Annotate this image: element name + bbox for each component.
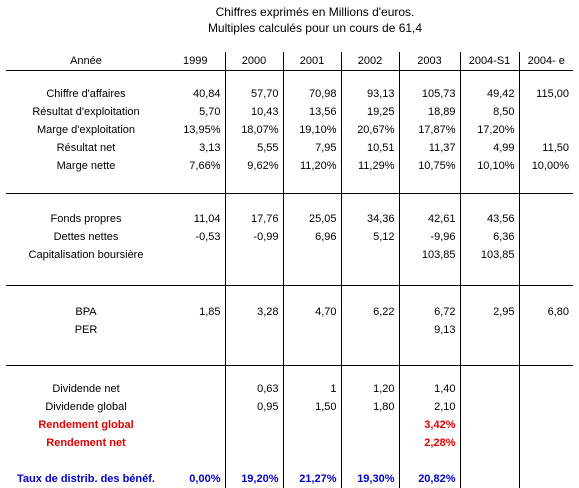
row-label: Marge d'exploitation — [36, 124, 136, 136]
table-cell: 2,95 — [460, 303, 519, 321]
table-cell: 17,20% — [460, 121, 519, 139]
table-cell — [166, 246, 225, 264]
table-cell: 11,50 — [542, 142, 569, 154]
table-cell: 2,10 — [399, 398, 460, 416]
row-label-highlight: Rendement net — [46, 437, 126, 449]
table-row — [6, 434, 573, 452]
table-cell: 49,42 — [460, 85, 519, 103]
table-cell: 43,56 — [460, 210, 519, 228]
table-cell-payout: 0,00% — [166, 470, 225, 488]
table-row — [6, 380, 573, 398]
table-row — [6, 416, 573, 434]
table-cell — [225, 416, 283, 434]
table-cell — [460, 434, 519, 452]
table-cell — [283, 321, 341, 339]
table-cell: 19,25 — [341, 103, 399, 121]
table-cell: 9,62% — [225, 157, 283, 175]
table-cell: 5,12 — [341, 228, 399, 246]
table-cell: 7,66% — [166, 157, 225, 175]
table-cell — [519, 434, 573, 452]
header-1999: 1999 — [166, 52, 225, 71]
table-cell — [225, 246, 283, 264]
spacer-row — [6, 71, 573, 86]
table-cell-highlight: 3,42% — [399, 416, 460, 434]
row-label-payout: Taux de distrib. des bénéf. — [17, 473, 155, 485]
table-cell — [341, 434, 399, 452]
caption-multiples: Multiples calculés pour un cours de 61,4 — [207, 21, 423, 35]
table-cell: 115,00 — [536, 88, 569, 100]
table-cell — [519, 470, 573, 488]
header-row — [6, 52, 573, 71]
table-cell — [460, 470, 519, 488]
table-cell: 7,95 — [283, 139, 341, 157]
row-label-highlight: Rendement global — [38, 419, 134, 431]
financial-table — [6, 52, 573, 488]
table-cell — [341, 246, 399, 264]
table-row — [6, 85, 573, 103]
table-cell: 6,80 — [547, 306, 569, 318]
table-cell: 34,36 — [341, 210, 399, 228]
table-cell: 13,95% — [166, 121, 225, 139]
header-2001: 2001 — [283, 52, 341, 71]
spacer-row — [6, 452, 573, 470]
table-cell — [519, 321, 573, 339]
table-cell: 1 — [283, 380, 341, 398]
table-cell: 6,72 — [399, 303, 460, 321]
table-cell: -9,96 — [399, 228, 460, 246]
header-2004-s1: 2004-S1 — [460, 52, 519, 71]
table-cell — [225, 321, 283, 339]
table-cell: 4,70 — [283, 303, 341, 321]
table-cell — [341, 416, 399, 434]
table-row — [6, 321, 573, 339]
table-cell: 25,05 — [283, 210, 341, 228]
caption-units: Chiffres exprimés en Millions d'euros. — [215, 5, 415, 19]
table-cell: 18,89 — [399, 103, 460, 121]
table-cell: 103,85 — [399, 246, 460, 264]
table-cell: 5,55 — [225, 139, 283, 157]
row-label: Capitalisation boursière — [28, 249, 144, 261]
row-label: Dettes nettes — [53, 231, 119, 243]
table-cell: 103,85 — [460, 246, 519, 264]
table-row — [6, 246, 573, 264]
table-cell: 1,50 — [283, 398, 341, 416]
table-cell: 6,22 — [341, 303, 399, 321]
table-cell: 20,67% — [341, 121, 399, 139]
table-cell — [460, 416, 519, 434]
table-cell — [166, 398, 225, 416]
table-cell — [283, 434, 341, 452]
table-row — [6, 157, 573, 175]
table-cell: 3,13 — [166, 139, 225, 157]
table-cell: 19,10% — [283, 121, 341, 139]
table-cell: 11,37 — [399, 139, 460, 157]
table-row — [6, 103, 573, 121]
table-cell: 3,28 — [225, 303, 283, 321]
table-cell: 10,00% — [531, 160, 569, 172]
table-cell: 13,56 — [283, 103, 341, 121]
row-label: Chiffre d'affaires — [46, 88, 126, 100]
table-cell: 0,63 — [225, 380, 283, 398]
table-cell: -0,53 — [166, 228, 225, 246]
header-year: Année — [6, 52, 166, 71]
table-cell-highlight: 2,28% — [399, 434, 460, 452]
row-label: Résultat net — [56, 142, 116, 154]
table-cell: 1,80 — [341, 398, 399, 416]
table-cell — [519, 210, 573, 228]
table-cell-payout: 19,20% — [225, 470, 283, 488]
row-label: Marge nette — [56, 160, 116, 172]
table-cell — [283, 246, 341, 264]
header-2002: 2002 — [341, 52, 399, 71]
header-2000: 2000 — [225, 52, 283, 71]
spacer-row — [6, 175, 573, 194]
table-cell: 6,36 — [460, 228, 519, 246]
table-cell — [519, 380, 573, 398]
table-cell — [519, 121, 573, 139]
table-cell: 9,13 — [399, 321, 460, 339]
table-cell: 1,85 — [166, 303, 225, 321]
header-2003: 2003 — [399, 52, 460, 71]
table-cell: 18,07% — [225, 121, 283, 139]
table-cell: 10,51 — [341, 139, 399, 157]
table-row — [6, 121, 573, 139]
row-label: Fonds propres — [50, 213, 122, 225]
table-row — [6, 139, 573, 157]
table-cell — [519, 416, 573, 434]
row-label: Dividende net — [52, 383, 120, 395]
spacer-row — [6, 366, 573, 381]
table-cell: 10,43 — [225, 103, 283, 121]
spacer-row — [6, 194, 573, 211]
header-2004-e: 2004- e — [519, 52, 573, 71]
table-cell: 5,70 — [166, 103, 225, 121]
table-cell — [166, 434, 225, 452]
table-cell — [341, 321, 399, 339]
table-cell: 17,76 — [225, 210, 283, 228]
table-cell-payout: 21,27% — [283, 470, 341, 488]
table-cell: 105,73 — [399, 85, 460, 103]
table-row — [6, 228, 573, 246]
table-cell: 8,50 — [460, 103, 519, 121]
table-cell — [225, 434, 283, 452]
table-cell: 17,87% — [399, 121, 460, 139]
table-row — [6, 210, 573, 228]
table-cell: 11,04 — [166, 210, 225, 228]
table-row — [6, 470, 573, 488]
table-cell — [519, 228, 573, 246]
table-cell: 11,29% — [341, 157, 399, 175]
table-cell — [460, 398, 519, 416]
table-cell — [460, 380, 519, 398]
row-label: Résultat d'exploitation — [32, 106, 140, 118]
table-cell: 4,99 — [460, 139, 519, 157]
table-cell — [283, 416, 341, 434]
table-row — [6, 398, 573, 416]
table-cell: 1,20 — [341, 380, 399, 398]
table-cell — [519, 246, 573, 264]
row-label: Dividende global — [45, 401, 127, 413]
table-cell — [519, 103, 573, 121]
spacer-row — [6, 264, 573, 286]
row-label: PER — [74, 324, 98, 336]
table-cell — [166, 380, 225, 398]
spacer-row — [6, 286, 573, 304]
table-cell: 93,13 — [341, 85, 399, 103]
table-cell: 57,70 — [225, 85, 283, 103]
table-cell: 11,20% — [283, 157, 341, 175]
table-cell: 6,96 — [283, 228, 341, 246]
table-cell — [460, 321, 519, 339]
table-cell: 1,40 — [399, 380, 460, 398]
table-row — [6, 303, 573, 321]
table-cell — [519, 398, 573, 416]
spacer-row — [6, 339, 573, 366]
table-cell: 10,75% — [399, 157, 460, 175]
table-cell: 70,98 — [283, 85, 341, 103]
table-cell — [166, 416, 225, 434]
table-cell: 40,84 — [166, 85, 225, 103]
table-cell — [166, 321, 225, 339]
table-cell: 10,10% — [460, 157, 519, 175]
table-cell: 42,61 — [399, 210, 460, 228]
row-label: BPA — [75, 306, 97, 318]
table-cell-payout: 20,82% — [399, 470, 460, 488]
table-cell: -0,99 — [225, 228, 283, 246]
table-cell: 0,95 — [225, 398, 283, 416]
table-cell-payout: 19,30% — [341, 470, 399, 488]
